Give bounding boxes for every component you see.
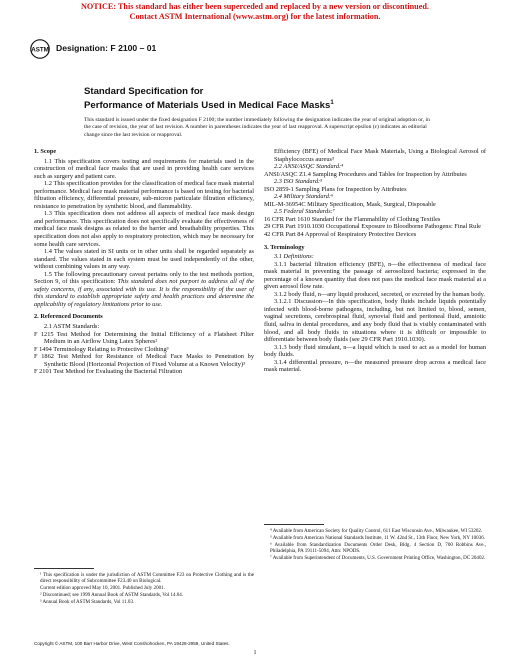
section-heading-terminology: 3. Terminology bbox=[264, 243, 305, 251]
paragraph-3-1: 3.1 Definitions: bbox=[274, 253, 314, 261]
footnote-divider bbox=[264, 524, 324, 525]
footnote-divider bbox=[34, 568, 94, 569]
paragraph-1-2: 1.2 This specification provides for the classification of medical face mask material performance. Medical face mask material performance is based on testing for bacterial filtration efficiency, differential pressure, sub-micron particulate filtration efficiency, resistance to penetration by synthetic blood, and flammability. bbox=[34, 180, 254, 210]
footnote: ⁶ Available from Standardization Documents Order Desk, Bldg. 4 Section D, 700 Robbins Ave., Philadelphia, PA 19111-5094, Attn: NPODS. bbox=[270, 541, 486, 554]
reference-item: F 1494 Terminology Relating to Protective Clothing³ bbox=[34, 345, 169, 353]
reference-item: F 2101 Test Method for Evaluating the Bacterial Filtration bbox=[34, 368, 183, 376]
title-footnote-ref: 1 bbox=[330, 99, 334, 106]
section-heading-scope: 1. Scope bbox=[34, 148, 57, 155]
safety-caveat: This standard does not purport to address all of the safety concerns, if any, associated with its use. It is the responsibility of the user of this standard to establish appropriate safety and health practices and determine the applicability of regulatory limitations prior to use. bbox=[34, 278, 254, 308]
notice-line-1: NOTICE: This standard has either been superceded and replaced by a new version or discontinued. bbox=[81, 2, 429, 11]
reference-item: 42 CFR Part 84 Approval of Respiratory Protective Devices bbox=[264, 231, 417, 239]
paragraph-2-1: 2.1 ASTM Standards: bbox=[44, 323, 100, 331]
definition-3-1-4: 3.1.4 differential pressure, n—the measured pressure drop across a medical face mask material. bbox=[264, 358, 486, 374]
copyright-line: Copyright © ASTM, 100 Barr Harbor Drive, West Conshohocken, PA 19428-2959, United States. bbox=[34, 641, 230, 646]
right-column bbox=[264, 148, 486, 374]
notice-line-2: Contact ASTM International (www.astm.org) for the latest information. bbox=[129, 12, 381, 21]
footnotes-right bbox=[264, 528, 486, 561]
paragraph-1-3: 1.3 This specification does not address all aspects of medical face mask design and performance. This specification does not specifically evaluate the effectiveness of medical face mask designs as related to the barrier and breathability properties. This specification does not also apply to respiratory protection, which may be necessary for some health care services. bbox=[34, 210, 254, 248]
title-line-1: Standard Specification for bbox=[84, 86, 204, 97]
definition-3-1-2: 3.1.2 body fluid, n—any liquid produced, secreted, or excreted by the human body. bbox=[274, 290, 485, 298]
title-line-2: Performance of Materials Used in Medical Face Masks bbox=[84, 99, 331, 111]
definition-3-1-1: 3.1.1 bacterial filtration efficiency (BFE), n—the effectiveness of medical face mask material in preventing the passage of aerosolized bacteria; expressed in the percentage of a known quantity that does not pass the medical face mask material at a given aerosol flow rate. bbox=[264, 260, 486, 291]
paragraph-1-4: 1.4 The values stated in SI units or in other units shall be regarded separately as standard. The values stated in each system must be used independently of the other, without combining values in any way. bbox=[34, 248, 254, 271]
footnote: ⁵ Available from American National Standards Institute, 11 W. 42nd St., 13th Floor, New York, NY 10036. bbox=[270, 534, 486, 541]
definition-3-1-3: 3.1.3 body fluid simulant, n—a liquid which is used to act as a model for human body fluids. bbox=[264, 343, 486, 359]
left-column bbox=[34, 148, 254, 376]
reference-item: 16 CFR Part 1610 Standard for the Flammability of Clothing Textiles bbox=[264, 215, 441, 223]
paragraph-1-5 bbox=[34, 271, 254, 309]
reference-item: ANSI/ASQC Z1.4 Sampling Procedures and Tables for Inspection by Attributes bbox=[264, 170, 467, 178]
paragraph-2-2: 2.2 ANSI/ASQC Standard:⁴ bbox=[274, 163, 344, 171]
paragraph-2-3: 2.3 ISO Standard:⁵ bbox=[274, 178, 323, 186]
footnote: ³ Annual Book of ASTM Standards, Vol 11.03. bbox=[40, 598, 135, 605]
footnote: ⁴ Available from American Society for Quality Control, 611 East Wisconsin Ave., Milwaukee, WI 53202. bbox=[270, 528, 483, 534]
footnote: ⁷ Available from Superintendent of Documents, U.S. Government Printing Office, Washington, DC 20402. bbox=[270, 554, 486, 561]
page-number: 1 bbox=[253, 650, 257, 656]
astm-logo-icon bbox=[30, 39, 50, 59]
paragraph-1-1: 1.1 This specification covers testing and requirements for materials used in the construction of medical face masks that are used in providing health care services such as surgery and patient care. bbox=[34, 157, 254, 180]
footnote: Current edition approved May 10, 2001. Published July 2001. bbox=[40, 585, 165, 591]
reference-item: 29 CFR Part 1910.1030 Occupational Exposure to Bloodborne Pathogens: Final Rule bbox=[264, 223, 481, 231]
supersession-notice bbox=[0, 2, 510, 22]
svg-text:ASTM: ASTM bbox=[31, 46, 49, 54]
reference-item: F 1862 Test Method for Resistance of Medical Face Masks to Penetration by Synthetic Blood (Horizontal Projection of Fixed Volume at a Known Velocity)³ bbox=[34, 353, 254, 368]
footnote: ¹ This specification is under the jurisdiction of ASTM Committee F23 on Protective Clothing and is the direct responsibility of Subcommittee F23.40 on Biological. bbox=[40, 572, 254, 585]
paragraph-2-5: 2.5 Federal Standards:⁷ bbox=[274, 208, 335, 216]
reference-item: MIL-M-36954C Military Specification, Mask, Surgical, Disposable bbox=[264, 200, 436, 208]
section-heading-referenced-documents: 2. Referenced Documents bbox=[34, 313, 103, 321]
reference-continuation: Efficiency (BFE) of Medical Face Mask Materials, Using a Biological Aerosol of Staphylococcus aureus³ bbox=[274, 148, 486, 163]
standard-issuance-note: This standard is issued under the fixed designation F 2100; the number immediately following the designation indicates the year of original adoption or, in the case of revision, the year of last revision. A number in parentheses indicates the year of last reapproval. A superscript epsilon (ε) indicates an editorial change since the last revision or reapproval. bbox=[84, 117, 430, 138]
reference-item: ISO 2859-1 Sampling Plans for Inspection by Attributes bbox=[264, 185, 407, 193]
footnotes-left bbox=[34, 572, 254, 605]
paragraph-2-4: 2.4 Military Standard:⁶ bbox=[274, 193, 334, 201]
designation: Designation: F 2100 – 01 bbox=[56, 43, 157, 53]
reference-item: F 1215 Test Method for Determining the Initial Efficiency of a Flatsheet Filter Medium in an Airflow Using Latex Spheres² bbox=[34, 330, 254, 346]
footnote: ² Discontinued; see 1999 Annual Book of ASTM Standards, Vol 14.04. bbox=[40, 591, 184, 598]
paragraph-1-5-lead: 1.5 The following precautionary caveat pertains only to the test methods portion, Section 9, of this specification: bbox=[34, 270, 254, 286]
discussion-3-1-2-1: 3.1.2.1 Discussion—In this specification, body fluids include liquids potentially infected with blood-borne pathogens, including, but not limited to, blood, semen, vaginal secretions, cerebrospinal fluid, synovial fluid and peritoneal fluid, amniotic fluid, saliva in dental procedures, and any body fluid that is visibly contaminated with blood, and all body fluids in situations where it is difficult or impossible to differentiate between body fluids (see 29 CFR Part 1910.1030). bbox=[264, 298, 486, 344]
document-title bbox=[84, 86, 424, 111]
